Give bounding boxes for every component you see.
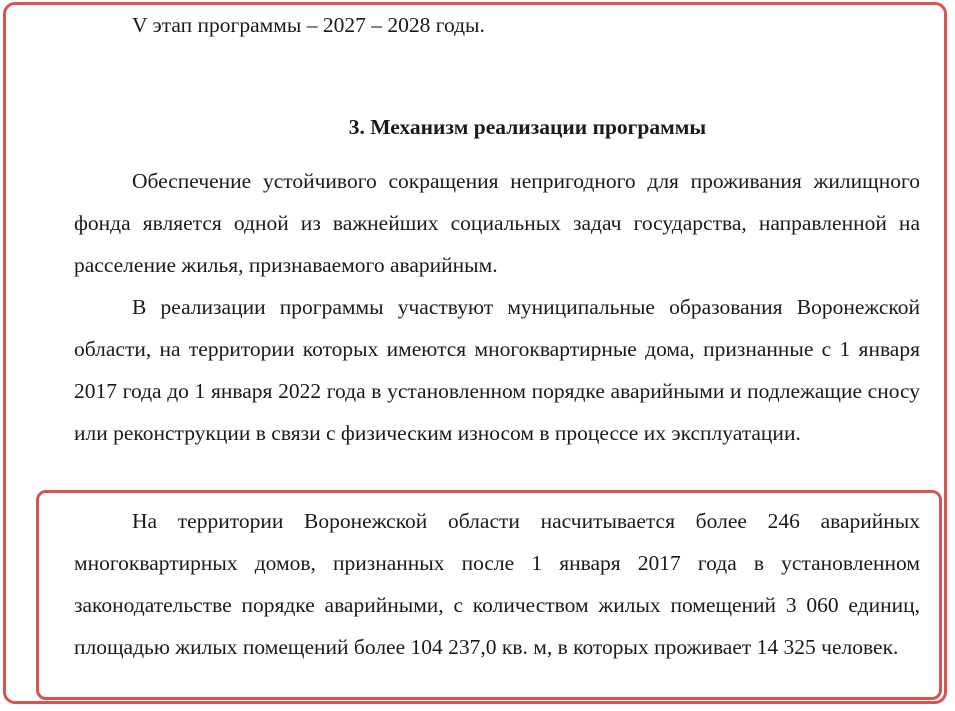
section-heading: 3. Механизм реализации программы xyxy=(348,115,707,139)
paragraph-2-block xyxy=(74,286,920,454)
paragraph-3-block xyxy=(74,500,920,668)
paragraph-1-block xyxy=(74,160,920,286)
paragraph-3: На территории Воронежской области насчитывается более 246 аварийных многоквартирных домов, признанных после 1 января 2017 года в установленном законодательстве порядке аварийными, с количеством жилых помещений 3 060 единиц, площадью жилых помещений более 104 237,0 кв. м, в которых проживает 14 325 человек. xyxy=(74,509,920,659)
program-stage-line: V этап программы – 2027 – 2028 годы. xyxy=(132,13,485,37)
paragraph-2: В реализации программы участвуют муниципальные образования Воронежской области, на территории которых имеются многоквартирные дома, признанные с 1 января 2017 года до 1 января 2022 года в установленном порядке аварийными и подлежащие сносу или реконструкции в связи с физическим износом в процессе их эксплуатации. xyxy=(74,295,920,445)
paragraph-1: Обеспечение устойчивого сокращения непригодного для проживания жилищного фонда является одной из важнейших социальных задач государства, направленной на расселение жилья, признаваемого аварийным. xyxy=(74,169,920,277)
